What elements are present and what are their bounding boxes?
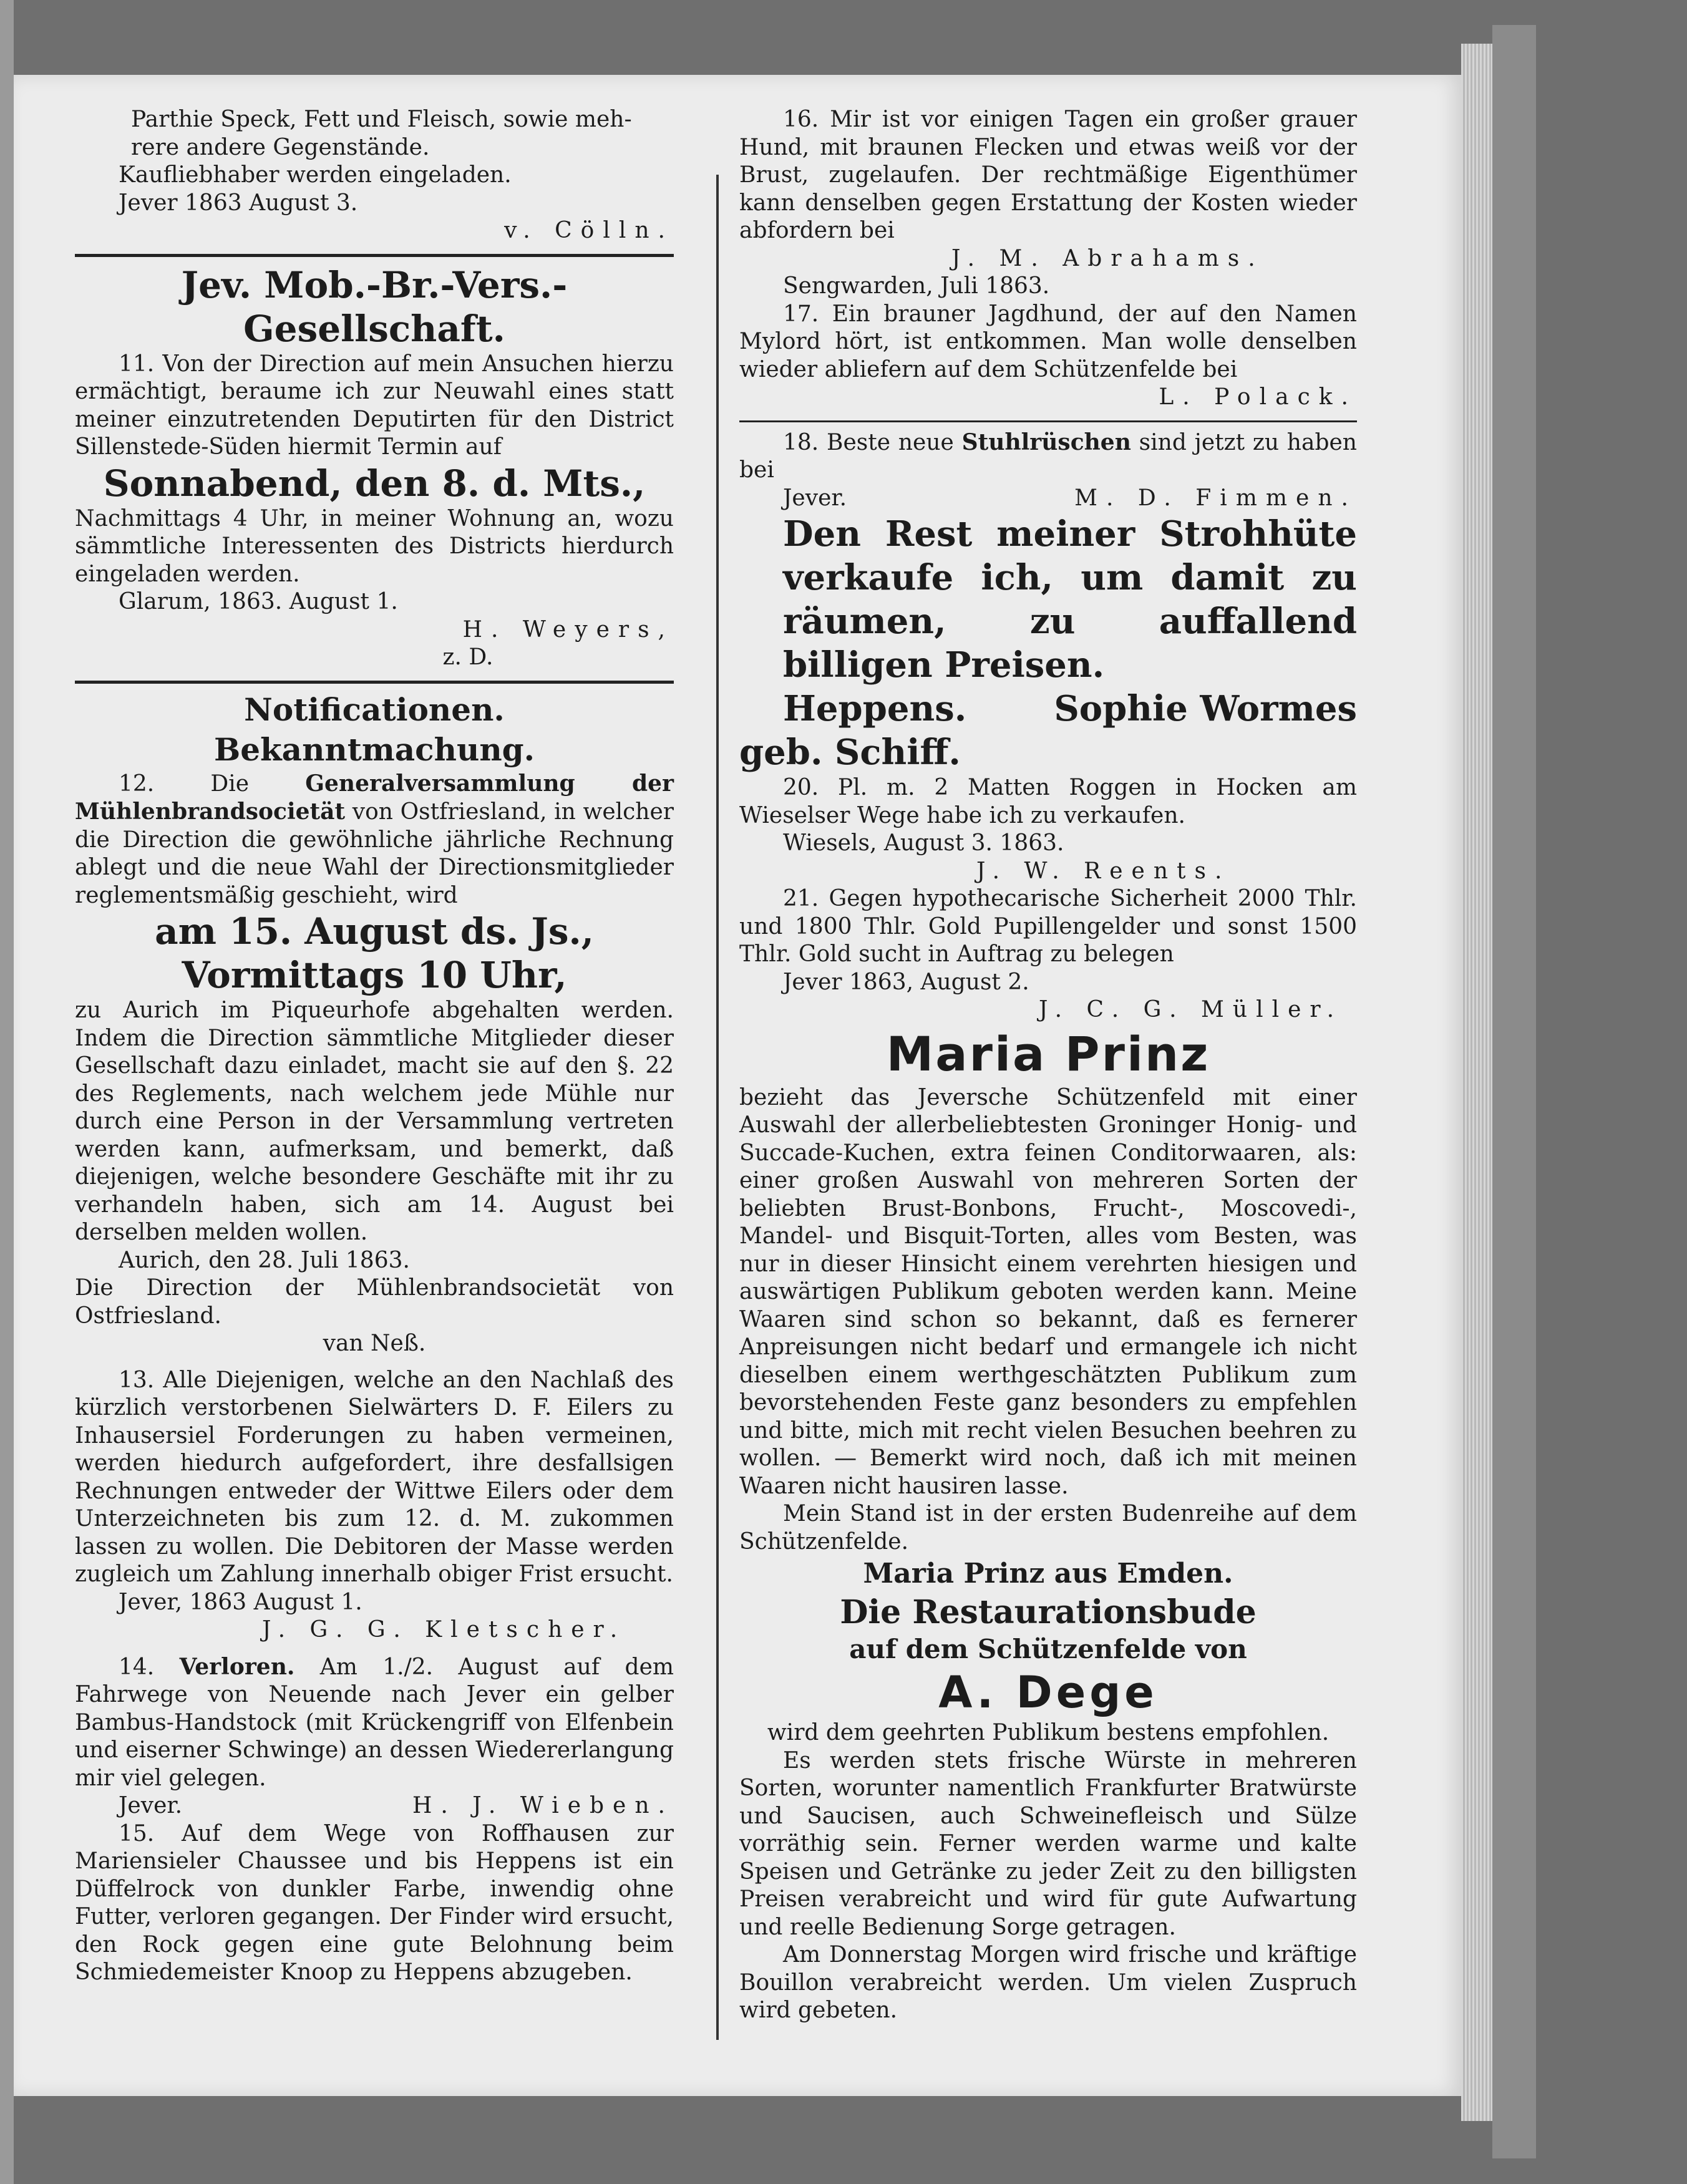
dege-ad (739, 1592, 1357, 2025)
notice-18-after: sind jetzt zu haben bei (739, 429, 1357, 483)
notice-12-body: von Ostfriesland, in welcher die Direction die gewöhnliche jährliche Rechnung ablegt und die neue Wahl der Directionsmitglieder reglementsmäßig geschieht, wird (75, 799, 674, 908)
notice-14-number: 14. (119, 1654, 155, 1680)
strohhuete-place: Heppens. (783, 688, 967, 729)
maria-prinz-body-2: Mein Stand ist in der ersten Budenreihe auf dem Schützenfelde. (739, 1501, 1357, 1555)
notice-12-date-2: Vormittags 10 Uhr, (182, 954, 567, 996)
gesellschaft-notice (75, 263, 674, 672)
separator-rule (739, 420, 1357, 422)
notice-20 (739, 774, 1357, 885)
maria-prinz-signature: Maria Prinz aus Emden. (863, 1558, 1233, 1589)
intro-line-2: rere andere Gegenstände. (131, 134, 430, 160)
notice-21-signature: J. C. G. Müller. (1039, 997, 1343, 1022)
dege-name: A. Dege (938, 1667, 1158, 1718)
notice-12-signature: Die Direction der Mühlenbrandsocietät von Ostfriesland. (75, 1275, 674, 1329)
intro-notice (75, 106, 674, 245)
dege-heading-1: Die Restaurationsbude (840, 1593, 1257, 1631)
maria-prinz-body: bezieht das Jeversche Schützenfeld mit einer Auswahl der allerbeliebtesten Groninger Honig- und Succade-Kuchen, extra feinen Conditorwaaren, als: einer großen Auswahl von mehreren Sorten der beliebten Brust-Bonbons, Frucht-, Moscovedi-, Mandel- und Bisquit-Torten, alles vom Besten, was nur in dieser Hinsicht einem verehrten hiesigen und auswärtigen Publikum geboten werden kann. Meine Waaren sind schon so bekannt, daß es fernerer Anpreisungen nicht bedarf und ermangele ich nicht dieselben einem werthgeschätzten Publikum zum bevorstehenden Feste ganz besonders zu empfehlen und bitte, mich mit recht vielen Besuchen beehren zu wollen. — Bemerkt wird noch, daß ich mit meinen Waaren nicht hausiren lasse. (739, 1084, 1357, 1499)
strohhuete-heading: Den Rest meiner Strohhüte verkaufe ich, um damit zu räumen, zu auffallend billigen Preisen. (783, 513, 1357, 686)
notice-14-body: Am 1./2. August auf dem Fahrwege von Neuende nach Jever ein gelber Bambus-Handstock (mit Krückengriff von Elfenbein und eiserner Schwinge) an dessen Wiedererlangung mir viel gelegen. (75, 1654, 674, 1791)
notice-14-bold: Verloren. (179, 1653, 295, 1680)
maria-prinz-ad (739, 1024, 1357, 1593)
notice-16-signature: J. M. Abrahams. (951, 245, 1264, 271)
notice-12-place-date: Aurich, den 28. Juli 1863. (119, 1247, 410, 1273)
notice-18-bold: Stuhlrüschen (961, 429, 1131, 455)
notice-15-body: 15. Auf dem Wege von Roffhausen zur Mariensieler Chaussee und bis Heppens ist ein Düffelrock von dunkler Farbe, inwendig ohne Futter, verloren gegangen. Der Finder wird ersucht, den Rock gegen eine gute Belohnung beim Schmiedemeister Knoop zu Heppens abzugeben. (75, 1820, 674, 1985)
gesellschaft-body-2: Nachmittags 4 Uhr, in meiner Wohnung an, wozu sämmtliche Interessenten des Districts hierdurch eingeladen werden. (75, 505, 674, 587)
notice-16 (739, 106, 1357, 301)
notice-17-body: 17. Ein brauner Jagdhund, der auf den Namen Mylord hört, ist entkommen. Man wolle denselben wieder abliefern auf dem Schützenfelde bei (739, 301, 1357, 382)
book-cover-edge (1492, 25, 1536, 2158)
left-column (75, 106, 674, 1987)
notice-12-number: 12. Die (119, 770, 250, 797)
intro-place-date: Jever 1863 August 3. (119, 190, 358, 216)
dege-body: Es werden stets frische Würste in mehreren Sorten, worunter namentlich Frankfurter Bratwürste und Saucisen, auch Schweinefleisch und Sülze vorräthig sein. Ferner werden warme und kalte Speisen und Getränke zu jeder Zeit zu den billigsten Preisen verabreicht und wird für gute Aufwartung und reelle Bedienung Sorge getragen. (739, 1747, 1357, 1940)
notice-18-before: 18. Beste neue (783, 429, 954, 455)
notice-20-signature: J. W. Reents. (976, 858, 1231, 884)
gesellschaft-signature: H. Weyers, (462, 616, 674, 643)
notifications-heading: Notificationen. (244, 691, 505, 728)
maria-prinz-heading: Maria Prinz (886, 1026, 1210, 1082)
background-left (0, 0, 14, 2184)
notice-14 (75, 1653, 674, 1820)
notice-12-date-1: am 15. August ds. Js., (155, 910, 594, 953)
notice-20-body: 20. Pl. m. 2 Matten Roggen in Hocken am Wieselser Wege habe ich zu verkaufen. (739, 775, 1357, 828)
notice-15 (75, 1820, 674, 1987)
notice-12-body-2: zu Aurich im Piqueurhofe abgehalten werden. Indem die Direction sämmtliche Mitglieder dieser Gesellschaft dazu einladet, macht sie auf den §. 22 des Reglements, nach welchem jede Mühle nur durch eine Person in der Versammlung vertreten werden kann, aufmerksam, und bemerkt, daß diejenigen, welche besondere Geschäfte mit ihr zu verhandeln haben, sich am 14. August bei derselben melden wollen. (75, 997, 674, 1245)
notice-12 (75, 770, 674, 1358)
notice-21-place-date: Jever 1863, August 2. (783, 969, 1029, 995)
notice-18-place: Jever. (783, 485, 847, 511)
notice-18-signature: M. D. Fimmen. (1074, 485, 1357, 511)
strohhuete-name-2: geb. Schiff. (739, 732, 961, 773)
notice-17 (739, 301, 1357, 412)
right-column (739, 106, 1357, 2025)
separator-rule (75, 681, 674, 684)
notice-12-signature-2: van Neß. (323, 1331, 426, 1356)
strohhuete-ad (739, 512, 1357, 774)
notice-20-place-date: Wiesels, August 3. 1863. (783, 830, 1064, 856)
notice-21 (739, 885, 1357, 1024)
page-edges (1461, 44, 1492, 2121)
dege-body-2: Am Donnerstag Morgen wird frische und kräftige Bouillon verabreicht werden. Um vielen Zuspruch wird gebeten. (739, 1942, 1357, 2023)
notice-17-signature: L. Polack. (1159, 384, 1357, 410)
gesellschaft-place-date: Glarum, 1863. August 1. (119, 589, 398, 614)
gesellschaft-body: 11. Von der Direction auf mein Ansuchen hierzu ermächtigt, beraume ich zur Neuwahl eines statt meiner einzutretenden Deputirten für den District Sillenstede-Süden hiermit Termin auf (75, 351, 674, 460)
column-divider (716, 175, 719, 2040)
notice-12-bold: Generalversammlung der Mühlenbrandsocietät (75, 770, 674, 825)
notice-16-body: 16. Mir ist vor einigen Tagen ein großer grauer Hund, mit braunen Flecken und etwas weiß vor der Brust, zugelaufen. Der rechtmäßige Eigenthümer kann denselben gegen Erstattung der Kosten wieder abfordern bei (739, 107, 1357, 243)
notice-13 (75, 1367, 674, 1644)
notice-13-place-date: Jever, 1863 August 1. (119, 1589, 362, 1615)
notice-18 (739, 429, 1357, 513)
notice-14-signature: H. J. Wieben. (412, 1793, 674, 1818)
notice-13-signature: J. G. G. Kletscher. (262, 1617, 626, 1643)
strohhuete-name: Sophie Wormes (1054, 688, 1357, 729)
bekanntmachung-heading: Bekanntmachung. (213, 730, 535, 768)
intro-line-3: Kaufliebhaber werden eingeladen. (119, 162, 512, 188)
notice-14-place: Jever. (119, 1793, 183, 1818)
notice-13-body: 13. Alle Diejenigen, welche an den Nachlaß des kürzlich verstorbenen Sielwärters D. F. Eilers zu Inhausersiel Forderungen zu haben vermeinen, werden hiedurch aufgefordert, ihre desfallsigen Rechnungen entweder der Wittwe Eilers oder dem Unterzeichneten bis zum 12. d. M. zukommen lassen zu wollen. Die Debitoren der Masse werden zugleich um Zahlung innerhalb obiger Frist ersucht. (75, 1367, 674, 1587)
intro-signature: v. Cölln. (504, 218, 674, 243)
separator-rule (75, 254, 674, 257)
gesellschaft-heading: Jev. Mob.-Br.-Vers.-Gesellschaft. (181, 263, 568, 350)
dege-line-1: wird dem geehrten Publikum bestens empfohlen. (767, 1720, 1330, 1745)
dege-heading-2: auf dem Schützenfelde von (849, 1634, 1247, 1664)
notice-16-place-date: Sengwarden, Juli 1863. (783, 273, 1050, 299)
gesellschaft-signature-2: z. D. (442, 644, 493, 670)
intro-line-1: Parthie Speck, Fett und Fleisch, sowie meh- (131, 107, 632, 132)
notice-21-body: 21. Gegen hypothecarische Sicherheit 2000 Thlr. und 1800 Thlr. Gold Pupillengelder und sonst 1500 Thlr. Gold sucht in Auftrag zu belegen (739, 886, 1357, 967)
gesellschaft-date-heading: Sonnabend, den 8. d. Mts., (103, 462, 646, 505)
